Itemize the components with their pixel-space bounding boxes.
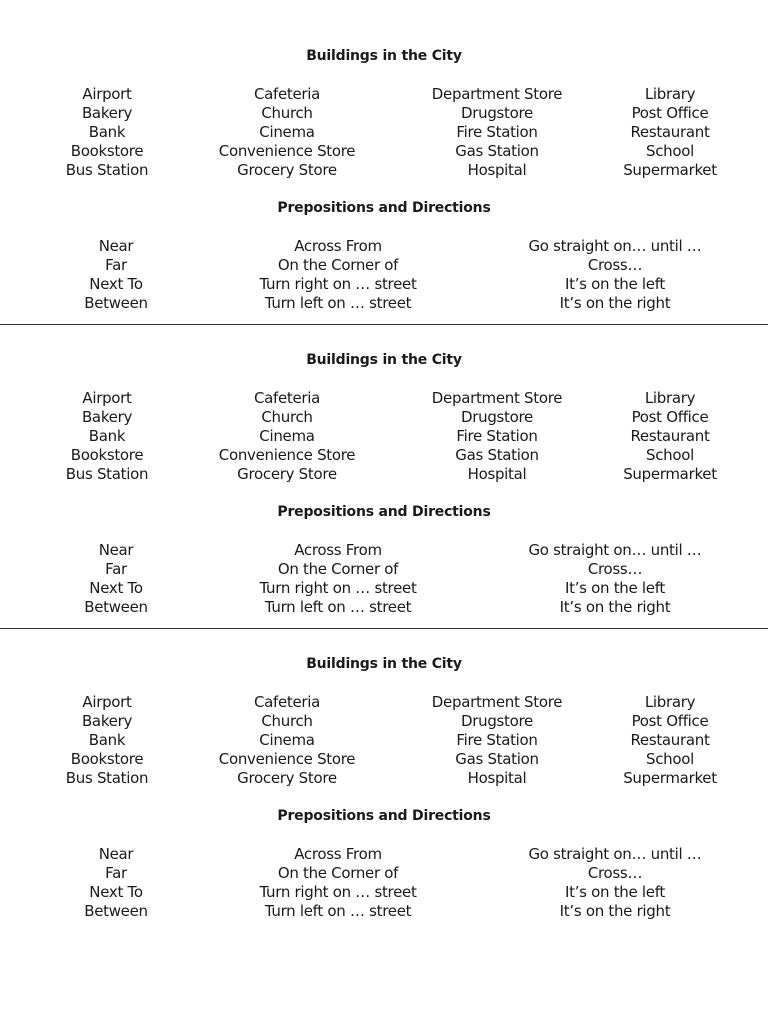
directions-item: On the Corner of <box>277 864 399 882</box>
buildings-item: School <box>646 446 694 464</box>
buildings-item: Bus Station <box>65 161 149 179</box>
buildings-column-2 <box>182 693 392 788</box>
buildings-item: Drugstore <box>461 408 533 426</box>
directions-item: On the Corner of <box>277 560 399 578</box>
directions-column-3 <box>510 237 720 313</box>
directions-column-2 <box>233 237 443 313</box>
directions-item: Across From <box>294 237 382 255</box>
directions-item: Between <box>84 902 148 920</box>
buildings-item: Cinema <box>259 123 315 141</box>
directions-title: Prepositions and Directions <box>277 504 491 520</box>
buildings-item: Bookstore <box>70 750 144 768</box>
buildings-item: Restaurant <box>630 123 710 141</box>
buildings-item: Drugstore <box>461 104 533 122</box>
directions-item: Go straight on… until … <box>528 541 702 559</box>
buildings-item: Department Store <box>431 85 563 103</box>
buildings-title: Buildings in the City <box>306 48 462 64</box>
directions-item: Near <box>98 237 134 255</box>
buildings-item: School <box>646 750 694 768</box>
buildings-item: Church <box>261 104 313 122</box>
buildings-item: Airport <box>82 85 132 103</box>
buildings-item: Post Office <box>631 712 709 730</box>
buildings-title: Buildings in the City <box>306 656 462 672</box>
buildings-item: Restaurant <box>630 427 710 445</box>
buildings-column-4 <box>565 693 768 788</box>
buildings-column-4 <box>565 85 768 180</box>
buildings-item: Bank <box>88 123 126 141</box>
directions-column-3 <box>510 845 720 921</box>
directions-title: Prepositions and Directions <box>277 808 491 824</box>
buildings-item: Library <box>644 693 696 711</box>
buildings-column-1 <box>2 389 212 484</box>
buildings-item: Bakery <box>81 104 133 122</box>
buildings-item: Fire Station <box>456 427 538 445</box>
directions-item: It’s on the right <box>559 598 671 616</box>
directions-item: Across From <box>294 845 382 863</box>
buildings-item: Convenience Store <box>218 142 356 160</box>
buildings-item: Cinema <box>259 427 315 445</box>
buildings-item: Department Store <box>431 693 563 711</box>
buildings-item: Library <box>644 389 696 407</box>
directions-item: Far <box>105 560 127 578</box>
buildings-item: Grocery Store <box>237 161 337 179</box>
buildings-item: Drugstore <box>461 712 533 730</box>
vocab-card-3 <box>0 608 768 920</box>
buildings-item: Bus Station <box>65 465 149 483</box>
directions-item: It’s on the right <box>559 294 671 312</box>
buildings-item: Bookstore <box>70 446 144 464</box>
directions-item: On the Corner of <box>277 256 399 274</box>
buildings-column-1 <box>2 85 212 180</box>
directions-item: Cross… <box>587 864 643 882</box>
directions-item: Turn left on … street <box>264 598 412 616</box>
buildings-item: Bakery <box>81 408 133 426</box>
directions-item: Turn left on … street <box>264 902 412 920</box>
buildings-item: Supermarket <box>623 465 717 483</box>
buildings-item: Department Store <box>431 389 563 407</box>
directions-item: Cross… <box>587 256 643 274</box>
directions-column-2 <box>233 845 443 921</box>
buildings-column-2 <box>182 389 392 484</box>
directions-item: Next To <box>89 883 143 901</box>
buildings-item: Convenience Store <box>218 446 356 464</box>
buildings-item: Library <box>644 85 696 103</box>
buildings-title: Buildings in the City <box>306 352 462 368</box>
buildings-item: Gas Station <box>455 750 539 768</box>
buildings-item: Post Office <box>631 104 709 122</box>
buildings-item: Gas Station <box>455 446 539 464</box>
directions-column-1 <box>11 237 221 313</box>
buildings-column-1 <box>2 693 212 788</box>
buildings-item: Fire Station <box>456 123 538 141</box>
buildings-item: Grocery Store <box>237 465 337 483</box>
buildings-item: Bakery <box>81 712 133 730</box>
buildings-item: Supermarket <box>623 161 717 179</box>
directions-item: Cross… <box>587 560 643 578</box>
buildings-item: Convenience Store <box>218 750 356 768</box>
buildings-item: Church <box>261 712 313 730</box>
buildings-item: Cinema <box>259 731 315 749</box>
directions-item: Next To <box>89 275 143 293</box>
buildings-item: Hospital <box>467 769 527 787</box>
directions-item: Turn right on … street <box>259 883 417 901</box>
directions-item: Far <box>105 256 127 274</box>
directions-item: Across From <box>294 541 382 559</box>
buildings-item: Hospital <box>467 161 527 179</box>
buildings-item: Hospital <box>467 465 527 483</box>
buildings-item: Post Office <box>631 408 709 426</box>
directions-item: Go straight on… until … <box>528 237 702 255</box>
directions-item: Near <box>98 541 134 559</box>
buildings-item: Airport <box>82 389 132 407</box>
directions-item: It’s on the right <box>559 902 671 920</box>
buildings-item: Church <box>261 408 313 426</box>
buildings-column-2 <box>182 85 392 180</box>
buildings-item: Cafeteria <box>253 389 321 407</box>
directions-column-2 <box>233 541 443 617</box>
buildings-item: Supermarket <box>623 769 717 787</box>
directions-item: Between <box>84 598 148 616</box>
directions-item: It’s on the left <box>565 275 665 293</box>
directions-item: Far <box>105 864 127 882</box>
buildings-item: Restaurant <box>630 731 710 749</box>
directions-item: Turn right on … street <box>259 579 417 597</box>
directions-item: Turn left on … street <box>264 294 412 312</box>
directions-item: It’s on the left <box>565 883 665 901</box>
directions-column-1 <box>11 541 221 617</box>
directions-column-1 <box>11 845 221 921</box>
buildings-item: Fire Station <box>456 731 538 749</box>
vocab-card-2 <box>0 304 768 616</box>
directions-item: Near <box>98 845 134 863</box>
buildings-item: School <box>646 142 694 160</box>
buildings-item: Airport <box>82 693 132 711</box>
directions-item: Between <box>84 294 148 312</box>
buildings-item: Grocery Store <box>237 769 337 787</box>
directions-item: It’s on the left <box>565 579 665 597</box>
buildings-item: Bank <box>88 731 126 749</box>
buildings-item: Bus Station <box>65 769 149 787</box>
directions-item: Turn right on … street <box>259 275 417 293</box>
directions-column-3 <box>510 541 720 617</box>
buildings-column-4 <box>565 389 768 484</box>
buildings-item: Bookstore <box>70 142 144 160</box>
buildings-item: Gas Station <box>455 142 539 160</box>
directions-item: Next To <box>89 579 143 597</box>
directions-item: Go straight on… until … <box>528 845 702 863</box>
vocab-card-1 <box>0 0 768 312</box>
buildings-item: Cafeteria <box>253 85 321 103</box>
buildings-item: Cafeteria <box>253 693 321 711</box>
directions-title: Prepositions and Directions <box>277 200 491 216</box>
buildings-item: Bank <box>88 427 126 445</box>
